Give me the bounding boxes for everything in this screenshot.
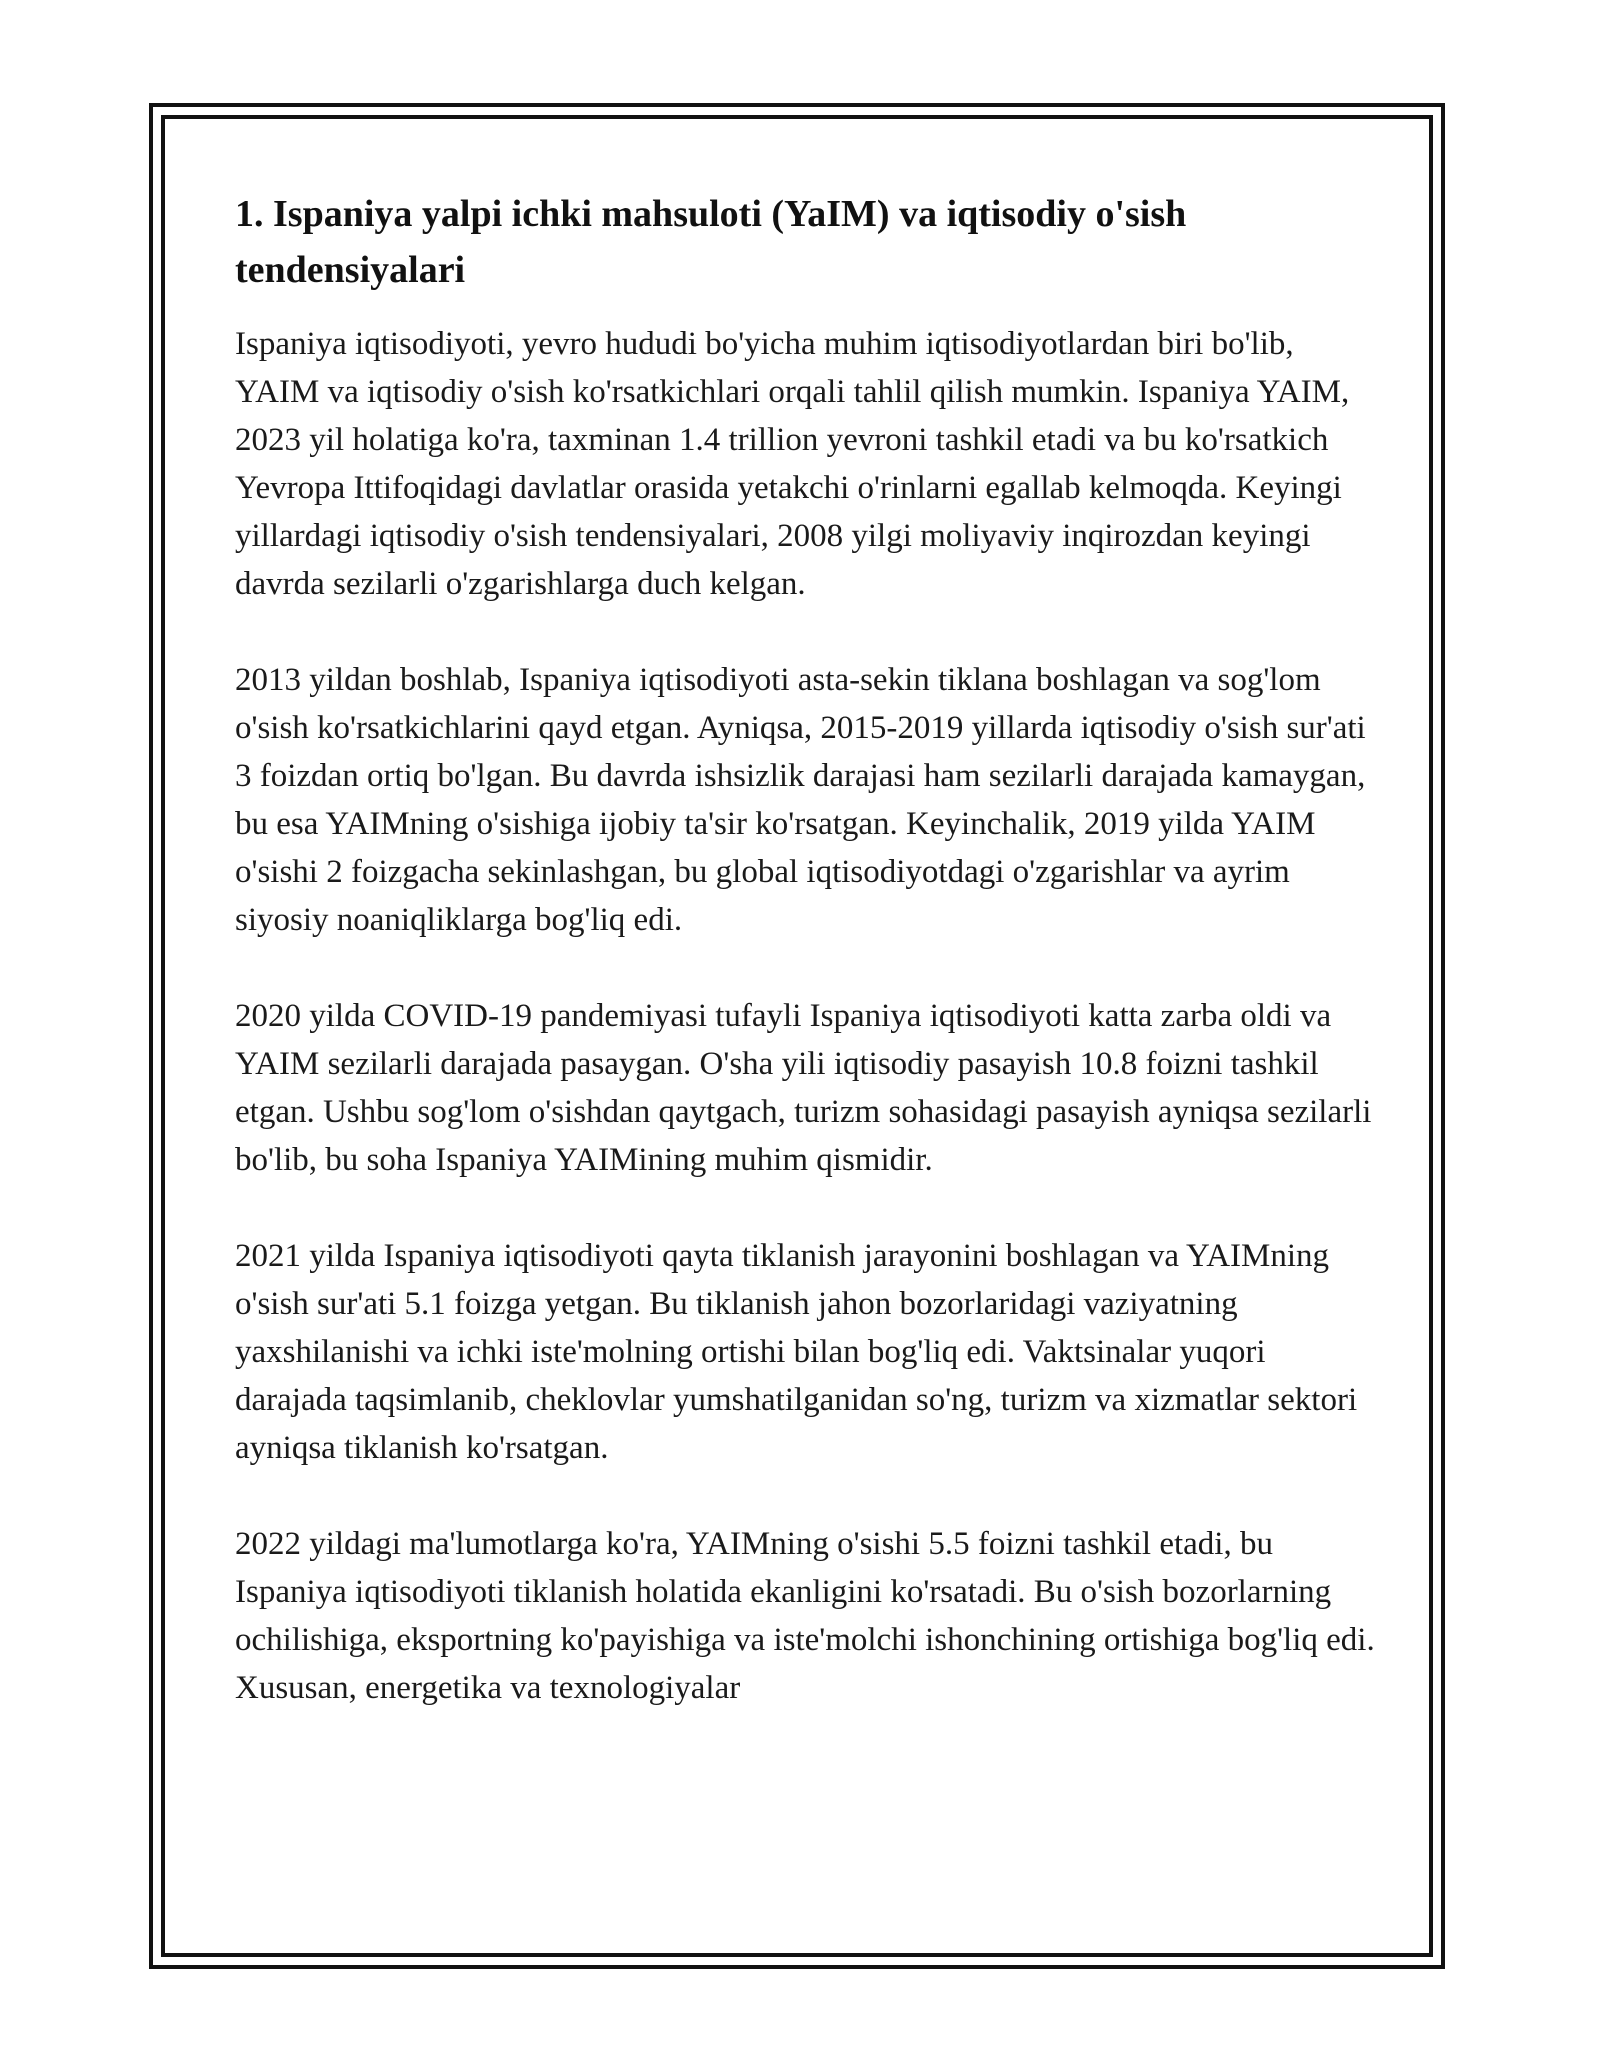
document-body (235, 186, 1375, 1712)
paragraph-4: 2021 yilda Ispaniya iqtisodiyoti qayta tiklanish jarayonini boshlagan va YAIMning o'sish sur'ati 5.1 foizga yetgan. Bu tiklanish jahon bozorlaridagi vaziyatning yaxshilanishi va ichki iste'molning ortishi bilan bog'liq edi. Vaktsinalar yuqori darajada taqsimlanib, cheklovlar yumshatilganidan so'ng, turizm va xizmatlar sektori ayniqsa tiklanish ko'rsatgan. (235, 1238, 1358, 1466)
section-heading-line-1: 1. Ispaniya yalpi ichki mahsuloti (YaIM) va iqtisodiy o'sish (235, 193, 1187, 235)
section-heading-line-2: tendensiyalari (235, 249, 466, 291)
paragraph-3: 2020 yilda COVID-19 pandemiyasi tufayli Ispaniya iqtisodiyoti katta zarba oldi va YAIM sezilarli darajada pasaygan. O'sha yili iqtisodiy pasayish 10.8 foizni tashkil etgan. Ushbu sog'lom o'sishdan qaytgach, turizm sohasidagi pasayish ayniqsa sezilarli bo'lib, bu soha Ispaniya YAIMining muhim qismidir. (235, 998, 1372, 1178)
paragraph-5: 2022 yildagi ma'lumotlarga ko'ra, YAIMning o'sishi 5.5 foizni tashkil etadi, bu Ispaniya iqtisodiyoti tiklanish holatida ekanligini ko'rsatadi. Bu o'sish bozorlarning ochilishiga, eksportning ko'payishiga va iste'molchi ishonchining ortishiga bog'liq edi. Xususan, energetika va texnologiyalar (235, 1526, 1375, 1706)
section-heading (235, 186, 1375, 298)
paragraph-1: Ispaniya iqtisodiyoti, yevro hududi bo'yicha muhim iqtisodiyotlardan biri bo'lib, YAIM va iqtisodiy o'sish ko'rsatkichlari orqali tahlil qilish mumkin. Ispaniya YAIM, 2023 yil holatiga ko'ra, taxminan 1.4 trillion yevroni tashkil etadi va bu ko'rsatkich Yevropa Ittifoqidagi davlatlar orasida yetakchi o'rinlarni egallab kelmoqda. Keyingi yillardagi iqtisodiy o'sish tendensiyalari, 2008 yilgi moliyaviy inqirozdan keyingi davrda sezilarli o'zgarishlarga duch kelgan. (235, 326, 1350, 602)
paragraph-2: 2013 yildan boshlab, Ispaniya iqtisodiyoti asta-sekin tiklana boshlagan va sog'lom o'sish ko'rsatkichlarini qayd etgan. Ayniqsa, 2015-2019 yillarda iqtisodiy o'sish sur'ati 3 foizdan ortiq bo'lgan. Bu davrda ishsizlik darajasi ham sezilarli darajada kamaygan, bu esa YAIMning o'sishiga ijobiy ta'sir ko'rsatgan. Keyinchalik, 2019 yilda YAIM o'sishi 2 foizgacha sekinlashgan, bu global iqtisodiyotdagi o'zgarishlar va ayrim siyosiy noaniqliklarga bog'liq edi. (235, 662, 1366, 938)
